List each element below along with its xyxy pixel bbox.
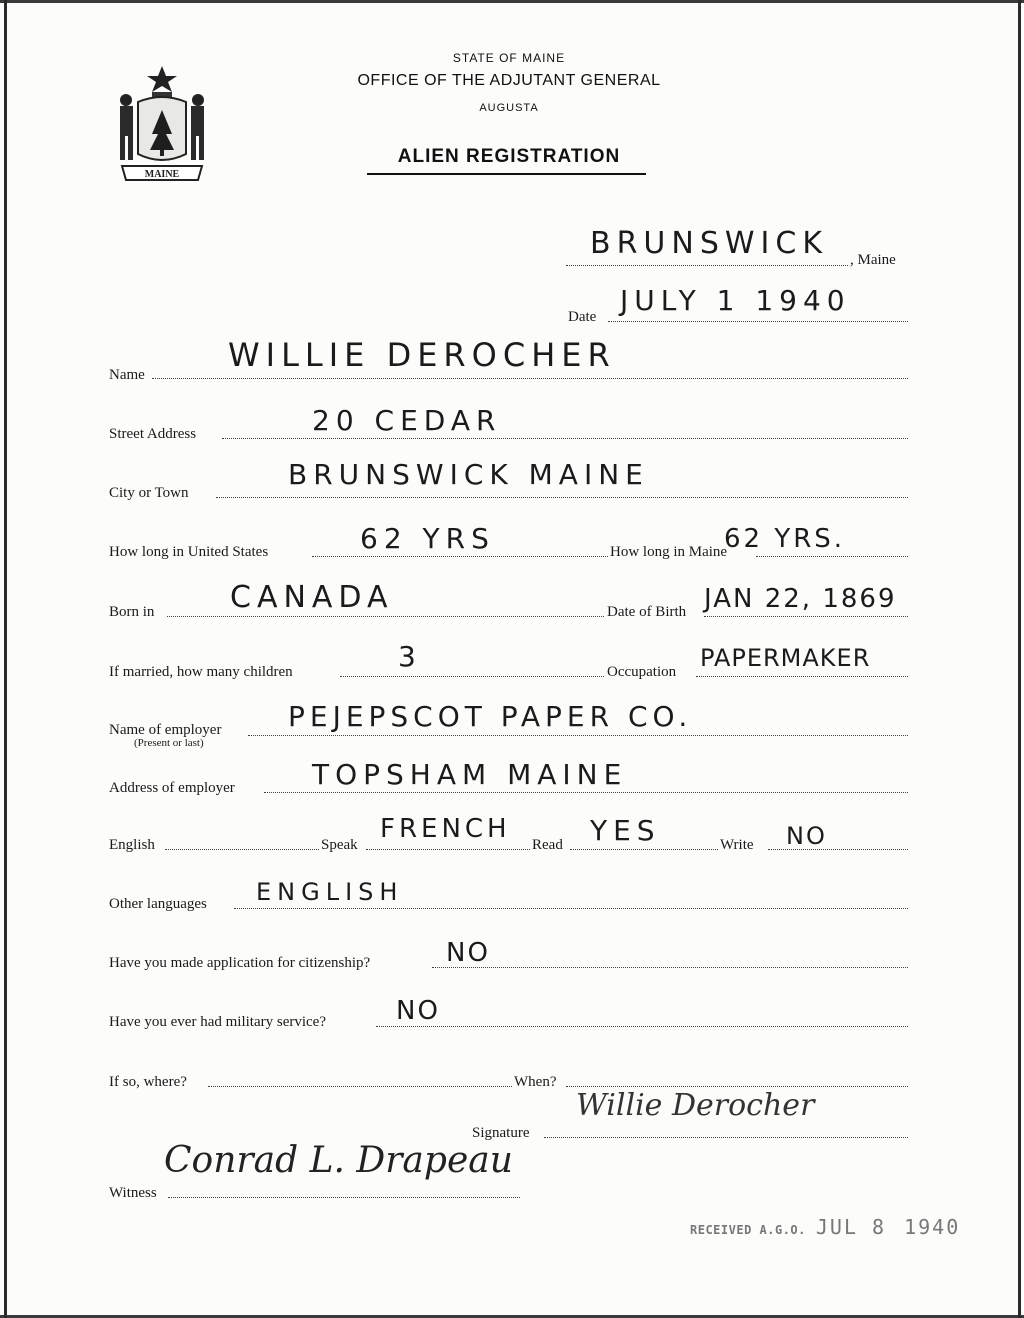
city-line — [216, 497, 908, 498]
write-value: NO — [786, 822, 827, 850]
name-label: Name — [109, 367, 145, 383]
military-line — [376, 1026, 908, 1027]
employer-label: Name of employer — [109, 722, 222, 738]
witness-label: Witness — [109, 1185, 157, 1201]
employer-line — [248, 735, 908, 736]
witness-line — [168, 1197, 520, 1198]
other-languages-line — [234, 908, 908, 909]
city-value: BRUNSWICK MAINE — [288, 458, 649, 491]
town-line — [566, 265, 848, 266]
occupation-value: PAPERMAKER — [700, 644, 871, 672]
occupation-line — [696, 676, 908, 677]
name-line — [152, 378, 908, 379]
date-value: JULY 1 1940 — [620, 284, 851, 317]
occupation-label: Occupation — [607, 664, 677, 680]
city-label: City or Town — [109, 485, 189, 501]
employer-value: PEJEPSCOT PAPER CO. — [288, 700, 693, 733]
name-value: WILLIE DEROCHER — [228, 336, 616, 374]
read-line — [570, 849, 718, 850]
children-value: 3 — [398, 640, 422, 673]
street-label: Street Address — [109, 426, 197, 442]
when-line — [566, 1086, 908, 1087]
children-label: If married, how many children — [109, 664, 293, 680]
stamp-year: 1940 — [904, 1215, 961, 1239]
town-label: , Maine — [850, 252, 896, 268]
write-label: Write — [720, 837, 754, 853]
date-label: Date — [568, 309, 597, 325]
citizenship-line — [432, 967, 908, 968]
english-line — [165, 849, 319, 850]
maine-duration-value: 62 YRS. — [724, 524, 846, 554]
stamp-month-day: JUL 8 — [815, 1215, 887, 1239]
signature-value: Willie Derocher — [576, 1088, 815, 1123]
us-duration-value: 62 YRS — [360, 522, 495, 555]
dob-value: JAN 22, 1869 — [704, 584, 897, 614]
date-line — [608, 321, 908, 322]
when-label: When? — [514, 1074, 557, 1090]
signature-line — [544, 1137, 908, 1138]
us-duration-line — [312, 556, 608, 557]
street-value: 20 CEDAR — [312, 404, 502, 437]
witness-value: Conrad L. Drapeau — [164, 1140, 513, 1181]
english-label: English — [109, 837, 155, 853]
form-title: ALIEN REGISTRATION — [397, 146, 621, 167]
read-label: Read — [532, 837, 563, 853]
citizenship-value: NO — [446, 938, 490, 968]
us-duration-label: How long in United States — [109, 544, 269, 560]
citizenship-label: Have you made application for citizenship? — [109, 955, 371, 971]
employer-address-value: TOPSHAM MAINE — [312, 758, 628, 791]
received-stamp — [690, 1215, 960, 1239]
title-underline — [367, 173, 646, 175]
page-border-left — [4, 0, 7, 1318]
where-line — [208, 1086, 512, 1087]
other-languages-value: ENGLISH — [256, 878, 404, 906]
page-border-top — [0, 0, 1024, 3]
read-value: YES — [590, 814, 661, 847]
header-city: AUGUSTA — [479, 102, 539, 114]
born-line — [167, 616, 604, 617]
maine-duration-label: How long in Maine — [610, 544, 728, 560]
other-languages-label: Other languages — [109, 896, 207, 912]
born-label: Born in — [109, 604, 155, 620]
stamp-received-text: RECEIVED A.G.O. — [690, 1223, 806, 1237]
speak-value: FRENCH — [380, 814, 511, 844]
military-label: Have you ever had military service? — [109, 1014, 326, 1030]
where-label: If so, where? — [109, 1074, 187, 1090]
dob-line — [704, 616, 908, 617]
speak-line — [366, 849, 530, 850]
children-line — [340, 676, 604, 677]
seal-banner-text: MAINE — [144, 169, 180, 180]
page-border-right — [1018, 0, 1021, 1318]
signature-label: Signature — [472, 1125, 530, 1141]
employer-address-label: Address of employer — [109, 780, 235, 796]
employer-sublabel: (Present or last) — [134, 737, 204, 749]
dob-label: Date of Birth — [607, 604, 687, 620]
employer-address-line — [264, 792, 908, 793]
speak-label: Speak — [321, 837, 358, 853]
military-value: NO — [396, 996, 440, 1026]
born-value: CANADA — [230, 580, 394, 615]
header-state: STATE OF MAINE — [452, 51, 566, 65]
street-line — [222, 438, 908, 439]
maine-duration-line — [756, 556, 908, 557]
town-value: BRUNSWICK — [590, 226, 828, 261]
header-office: OFFICE OF THE ADJUTANT GENERAL — [357, 72, 661, 89]
